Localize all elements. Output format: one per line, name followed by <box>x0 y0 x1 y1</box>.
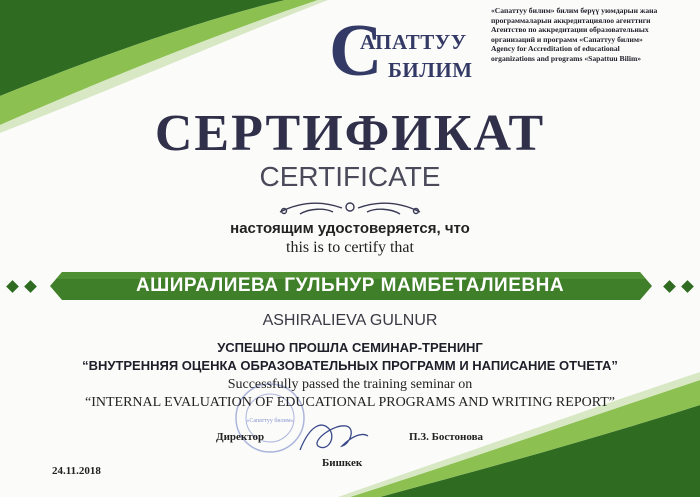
org-line: Agency for Accreditation of educational <box>491 44 620 54</box>
statement-en-line-1: Successfully passed the training seminar on <box>227 377 473 392</box>
certificate-subtitle: CERTIFICATE <box>259 161 441 192</box>
city: Бишкек <box>322 457 363 469</box>
director-name: П.З. Бостонова <box>409 431 484 443</box>
org-line: Агентство по аккредитации образовательных <box>491 25 649 35</box>
statement-ru-line-2: “ВНУТРЕННЯЯ ОЦЕНКА ОБРАЗОВАТЕЛЬНЫХ ПРОГРАММ И НАПИСАНИЕ ОТЧЕТА” <box>82 358 618 373</box>
org-description <box>491 6 691 64</box>
certificate-title: СЕРТИФИКАТ <box>154 105 546 162</box>
issue-date: 24.11.2018 <box>52 465 101 477</box>
org-line: программаларын аккредитациялоо агенттиги <box>491 15 651 25</box>
logo-letter: С <box>329 10 383 92</box>
recipient-name-ru: АШИРАЛИЕВА ГУЛЬНУР МАМБЕТАЛИЕВНА <box>135 275 565 296</box>
statement-en-line-2: “INTERNAL EVALUATION OF EDUCATIONAL PROGRAMS AND WRITING REPORT” <box>85 395 615 410</box>
signature-scribble <box>300 425 368 450</box>
org-line: организаций и программ «Сапаттуу билим» <box>491 34 643 44</box>
flourish-ornament <box>280 203 420 214</box>
stamp-text: «Сапаттуу билим» <box>246 418 294 424</box>
org-line: organizations and programs «Sapattuu Bilim» <box>491 53 642 63</box>
certify-en: this is to certify that <box>286 239 414 256</box>
logo-line-1: АПАТТУУ <box>360 30 467 54</box>
org-line: «Сапаттуу билим» билим берүү уюмдарын жана <box>491 6 658 15</box>
certify-ru: настоящим удостоверяется, что <box>230 220 470 237</box>
statement-ru-line-1: УСПЕШНО ПРОШЛА СЕМИНАР-ТРЕНИНГ <box>217 340 483 355</box>
logo-line-2: БИЛИМ <box>388 58 473 82</box>
recipient-name-en: ASHIRALIEVA GULNUR <box>262 312 438 329</box>
director-label: Директор <box>216 431 265 443</box>
